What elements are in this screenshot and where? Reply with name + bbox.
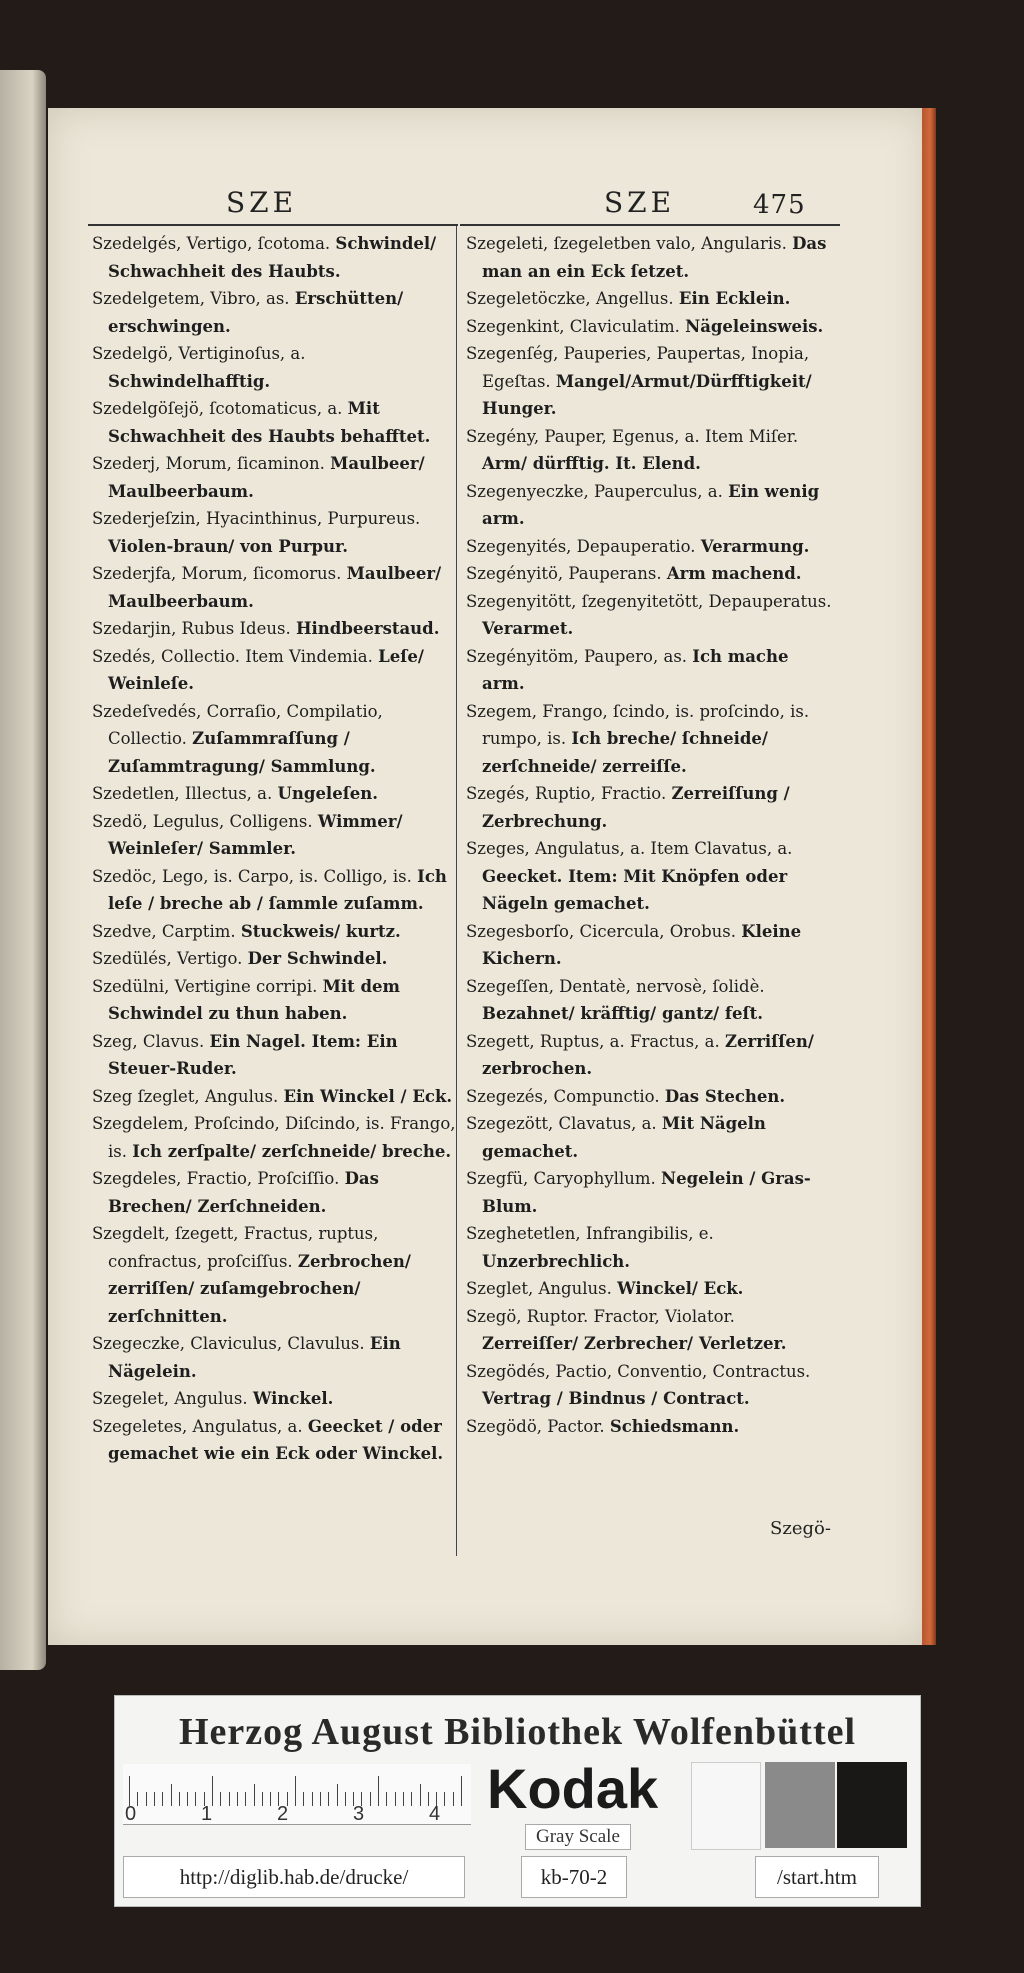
dictionary-entry: [466, 698, 836, 781]
kodak-brand: Kodak: [487, 1757, 659, 1820]
url-right: /start.htm: [755, 1856, 879, 1898]
entry-translation: Winckel.: [252, 1389, 334, 1408]
ruler-number: 4: [429, 1803, 441, 1825]
dictionary-entry: [92, 808, 462, 863]
entry-translation: Arm/ dürfftig. It. Elend.: [482, 454, 701, 473]
dictionary-entry: [466, 533, 836, 561]
entry-headword: Szedeſvedés, Corraſio, Compilatio, Collectio.: [92, 701, 383, 748]
dictionary-entry: [466, 1303, 836, 1358]
entry-headword: Szegenyitött, ſzegenyitetött, Depauperatus.: [466, 591, 832, 611]
ruler-tick: [129, 1776, 130, 1806]
dictionary-entry: [92, 918, 462, 946]
entry-translation: Bezahnet/ kräfftig/ gantz/ feſt.: [482, 1004, 763, 1023]
entry-headword: Szeges, Angulatus, a. Item Clavatus, a.: [466, 839, 793, 858]
entry-translation: Schiedsmann.: [609, 1416, 740, 1436]
entry-translation: Ein wenig arm.: [482, 481, 820, 528]
ruler-tick: [337, 1784, 338, 1806]
entry-headword: Szederj, Morum, ſicaminon.: [92, 454, 325, 473]
ruler-tick: [370, 1792, 371, 1806]
entry-translation: Ich breche/ ſchneide/ zerſchneide/ zerreiſſe.: [482, 729, 768, 776]
entry-translation: Mangel/Armut/Dürfftigkeit/ Hunger.: [482, 371, 812, 418]
entry-headword: Szegö, Ruptor. Fractor, Violator.: [466, 1306, 735, 1326]
ruler-tick: [254, 1784, 255, 1806]
entry-translation: Ein Ecklein.: [678, 289, 791, 308]
entry-translation: Ich mache arm.: [482, 646, 789, 693]
entry-translation: Der Schwindel.: [247, 949, 388, 968]
entry-headword: Szegeczke, Claviculus, Clavulus.: [92, 1334, 365, 1353]
entry-translation: Zerriſſen/ zerbrochen.: [482, 1031, 814, 1078]
entry-headword: Szeg ſzeglet, Angulus.: [92, 1086, 279, 1106]
header-left: SZE: [226, 186, 298, 219]
dictionary-entry: [466, 1275, 836, 1303]
dictionary-entry: [466, 780, 836, 835]
entry-translation: Geecket. Item: Mit Knöpfen oder Nägeln gemachet.: [482, 866, 788, 913]
entry-translation: Mit Nägeln gemachet.: [482, 1114, 766, 1161]
book-page: [48, 108, 928, 1645]
entry-headword: Szegödö, Pactor.: [466, 1416, 605, 1436]
entry-translation: Schwindel/ Schwachheit des Haubts.: [108, 234, 437, 281]
dictionary-entry: [466, 1165, 836, 1220]
entry-headword: Szegdeles, Fractio, Proſciſſio.: [92, 1169, 340, 1188]
dictionary-entry: [92, 643, 462, 698]
header-rule-left: [88, 224, 458, 226]
entry-translation: Stuckweis/ kurtz.: [240, 921, 401, 941]
url-left: http://diglib.hab.de/drucke/: [123, 1856, 465, 1898]
page-header: [48, 186, 928, 226]
entry-headword: Szedelgés, Vertigo, ſcotoma.: [92, 234, 331, 253]
ruler-number: 0: [125, 1803, 137, 1825]
entry-translation: Vertrag / Bindnus / Contract.: [482, 1389, 750, 1408]
ruler-tick: [195, 1792, 196, 1806]
dictionary-entry: [92, 1330, 462, 1385]
entry-translation: Leſe/ Weinleſe.: [108, 646, 424, 693]
entry-headword: Szegelet, Angulus.: [92, 1389, 248, 1408]
ruler-tick: [328, 1792, 329, 1806]
ruler-number: 3: [353, 1803, 365, 1825]
dictionary-entry: [466, 285, 836, 313]
entry-translation: Das Brechen/ Zerſchneiden.: [108, 1169, 379, 1216]
dictionary-entry: [92, 395, 462, 450]
ruler-tick: [386, 1792, 387, 1806]
entry-translation: Ein Winckel / Eck.: [283, 1086, 453, 1106]
entry-headword: Szegeletes, Angulatus, a.: [92, 1416, 303, 1436]
dictionary-entry: [466, 588, 836, 643]
page-edge: [922, 108, 936, 1645]
entry-translation: Das Stechen.: [664, 1086, 786, 1106]
entry-headword: Szegeſſen, Dentatè, nervosè, ſolidè.: [466, 976, 765, 996]
dictionary-entry: [466, 478, 836, 533]
entry-translation: Ungeleſen.: [277, 784, 379, 803]
entry-headword: Szedetlen, Illectus, a.: [92, 784, 273, 803]
right-column: [466, 230, 836, 1440]
entry-headword: Szegödés, Pactio, Conventio, Contractus.: [466, 1361, 811, 1381]
ruler-tick: [411, 1792, 412, 1806]
entry-headword: Szedö, Legulus, Colligens.: [92, 811, 313, 831]
entry-headword: Szegeleti, ſzegeletben valo, Angularis.: [466, 234, 787, 253]
dictionary-entry: [466, 313, 836, 341]
entry-headword: Szegényitö, Pauperans.: [466, 564, 662, 583]
dictionary-entry: [466, 1413, 836, 1441]
ruler-tick: [295, 1776, 296, 1806]
entry-translation: Das man an ein Eck ſetzet.: [482, 234, 827, 281]
ruler-number: 2: [277, 1803, 289, 1825]
entry-headword: Szeghetetlen, Infrangibilis, e.: [466, 1224, 714, 1243]
ruler-tick: [187, 1792, 188, 1806]
dictionary-entry: [92, 1220, 462, 1330]
library-label-card: [114, 1695, 921, 1907]
entry-translation: Ich zerſpalte/ zerſchneide/ breche.: [132, 1141, 452, 1161]
entry-translation: Zerreiſſung / Zerbrechung.: [482, 784, 790, 831]
dictionary-entry: [466, 1110, 836, 1165]
dictionary-entry: [92, 615, 462, 643]
entry-headword: Szegezött, Clavatus, a.: [466, 1114, 657, 1133]
dictionary-entry: [92, 780, 462, 808]
entry-headword: Szegezés, Compunctio.: [466, 1086, 660, 1106]
ruler-tick: [154, 1792, 155, 1806]
ruler-tick: [461, 1776, 462, 1806]
entry-translation: Violen-braun/ von Purpur.: [108, 536, 348, 556]
entry-translation: Maulbeer/ Maulbeerbaum.: [108, 564, 442, 611]
dictionary-entry: [92, 450, 462, 505]
entry-translation: Erschütten/ erschwingen.: [108, 289, 404, 336]
entry-headword: Szederjeſzin, Hyacinthinus, Purpureus.: [92, 509, 421, 528]
entry-translation: Mit Schwachheit des Haubts behafftet.: [108, 399, 431, 446]
entry-headword: Szederjfa, Morum, ſicomorus.: [92, 564, 342, 583]
entry-headword: Szegenſég, Pauperies, Paupertas, Inopia, Egeſtas.: [466, 344, 810, 391]
dictionary-entry: [92, 1028, 462, 1083]
ruler-tick: [179, 1792, 180, 1806]
dictionary-entry: [466, 423, 836, 478]
ruler-tick: [146, 1792, 147, 1806]
ruler-number: 1: [201, 1803, 213, 1825]
left-page-edge: [0, 70, 46, 1670]
entry-translation: Kleine Kichern.: [482, 921, 802, 968]
dictionary-entry: [92, 1413, 462, 1468]
entry-headword: Szegfü, Caryophyllum.: [466, 1169, 656, 1188]
dictionary-entry: [466, 643, 836, 698]
dictionary-entry: [466, 1083, 836, 1111]
dictionary-entry: [466, 340, 836, 423]
ruler-tick: [220, 1792, 221, 1806]
ruler-tick: [212, 1776, 213, 1806]
entry-translation: Zerbrochen/ zerriſſen/ zuſamgebrochen/ zerſchnitten.: [108, 1251, 411, 1326]
entry-headword: Szedülés, Vertigo.: [92, 949, 243, 968]
ruler-tick: [403, 1792, 404, 1806]
scale-ruler: [123, 1764, 471, 1825]
entry-headword: Szedülni, Vertigine corripi.: [92, 976, 318, 996]
dictionary-entry: [92, 1165, 462, 1220]
dictionary-entry: [466, 1028, 836, 1083]
dictionary-entry: [466, 973, 836, 1028]
entry-headword: Szegenyités, Depauperatio.: [466, 536, 696, 556]
dictionary-entry: [92, 505, 462, 560]
ruler-tick: [420, 1784, 421, 1806]
entry-translation: Nägeleinsweis.: [685, 316, 824, 336]
entry-translation: Hindbeerstaud.: [295, 619, 440, 638]
entry-translation: Negelein / Gras-Blum.: [482, 1169, 811, 1216]
entry-headword: Szegényitöm, Paupero, as.: [466, 646, 688, 666]
entry-translation: Geecket / oder gemachet wie ein Eck oder Winckel.: [108, 1416, 444, 1463]
entry-translation: Ein Nagel. Item: Ein Steuer-Ruder.: [108, 1031, 398, 1078]
ruler-tick: [320, 1792, 321, 1806]
dictionary-entry: [92, 1083, 462, 1111]
entry-headword: Szegesborſo, Cicercula, Orobus.: [466, 921, 736, 941]
entry-headword: Szedelgöſejö, ſcotomaticus, a.: [92, 399, 343, 418]
ruler-tick: [171, 1784, 172, 1806]
dictionary-entry: [92, 340, 462, 395]
gray-swatch-black: [837, 1762, 907, 1848]
entry-translation: Schwindelhafftig.: [108, 371, 271, 391]
left-column: [92, 230, 462, 1468]
entry-headword: Szeglet, Angulus.: [466, 1279, 612, 1298]
entry-translation: Verarmung.: [700, 536, 810, 556]
ruler-tick: [229, 1792, 230, 1806]
entry-headword: Szedelgetem, Vibro, as.: [92, 289, 290, 308]
dictionary-entry: [92, 560, 462, 615]
entry-headword: Szedelgö, Vertiginoſus, a.: [92, 344, 306, 363]
gray-scale-label: Gray Scale: [525, 1824, 631, 1850]
ruler-tick: [395, 1792, 396, 1806]
gray-swatch-mid: [765, 1762, 835, 1848]
entry-translation: Wimmer/ Weinleſer/ Sammler.: [108, 811, 403, 858]
ruler-tick: [303, 1792, 304, 1806]
ruler-tick: [453, 1792, 454, 1806]
entry-headword: Szegény, Pauper, Egenus, a. Item Miſer.: [466, 426, 799, 446]
entry-headword: Szegdelem, Proſcindo, Diſcindo, is. Frango, is.: [92, 1114, 456, 1161]
entry-headword: Szegem, Frango, ſcindo, is. proſcindo, is. rumpo, is.: [466, 701, 810, 748]
dictionary-entry: [92, 1110, 462, 1165]
dictionary-entry: [92, 973, 462, 1028]
page-number: 475: [753, 190, 806, 220]
dictionary-entry: [466, 1358, 836, 1413]
dictionary-entry: [92, 230, 462, 285]
dictionary-entry: [466, 835, 836, 918]
ruler-tick: [162, 1792, 163, 1806]
entry-headword: Szedöc, Lego, is. Carpo, is. Colligo, is.: [92, 866, 412, 886]
entry-headword: Szedés, Collectio. Item Vindemia.: [92, 646, 373, 666]
header-right: SZE: [604, 186, 676, 219]
entry-headword: Szedve, Carptim.: [92, 921, 236, 941]
entry-headword: Szegdelt, ſzegett, Fractus, ruptus, confractus, proſciſſus.: [92, 1224, 379, 1271]
entry-translation: Maulbeer/ Maulbeerbaum.: [108, 454, 425, 501]
entry-headword: Szeg, Clavus.: [92, 1031, 205, 1051]
dictionary-entry: [466, 560, 836, 588]
entry-headword: Szegett, Ruptus, a. Fractus, a.: [466, 1031, 720, 1051]
entry-translation: Zerreiſſer/ Zerbrecher/ Verletzer.: [482, 1334, 787, 1353]
header-rule-right: [460, 224, 840, 226]
entry-translation: Mit dem Schwindel zu thun haben.: [108, 976, 401, 1023]
dictionary-entry: [92, 863, 462, 918]
ruler-tick: [237, 1792, 238, 1806]
ruler-tick: [245, 1792, 246, 1806]
library-name: Herzog August Bibliothek Wolfenbüttel: [178, 1711, 857, 1753]
ruler-tick: [345, 1792, 346, 1806]
entry-headword: Szedarjin, Rubus Ideus.: [92, 619, 291, 638]
dictionary-entry: [466, 918, 836, 973]
ruler-tick: [312, 1792, 313, 1806]
entry-headword: Szegés, Ruptio, Fractio.: [466, 784, 667, 803]
entry-headword: Szegenyeczke, Pauperculus, a.: [466, 481, 723, 501]
ruler-tick: [444, 1792, 445, 1806]
ruler-tick: [262, 1792, 263, 1806]
entry-translation: Ich leſe / breche ab / ſammle zuſamm.: [108, 866, 447, 913]
entry-headword: Szegenkint, Claviculatim.: [466, 316, 680, 336]
catchword: Szegö-: [770, 1518, 831, 1539]
column-divider: [456, 226, 457, 1556]
url-id: kb-70-2: [521, 1856, 627, 1898]
entry-translation: Verarmet.: [482, 619, 574, 638]
ruler-tick: [137, 1792, 138, 1806]
entry-translation: Arm machend.: [666, 564, 802, 583]
ruler-tick: [378, 1776, 379, 1806]
dictionary-entry: [466, 230, 836, 285]
dictionary-entry: [92, 945, 462, 973]
dictionary-entry: [466, 1220, 836, 1275]
entry-headword: Szegeletöczke, Angellus.: [466, 289, 674, 308]
entry-translation: Ein Nägelein.: [108, 1334, 401, 1381]
dictionary-entry: [92, 285, 462, 340]
entry-translation: Unzerbrechlich.: [482, 1251, 631, 1271]
dictionary-entry: [92, 1385, 462, 1413]
gray-swatch-white: [691, 1762, 761, 1850]
dictionary-entry: [92, 698, 462, 781]
entry-translation: Zuſammraſſung / Zuſammtragung/ Sammlung.: [108, 729, 376, 776]
ruler-tick: [270, 1792, 271, 1806]
entry-translation: Winckel/ Eck.: [617, 1279, 744, 1298]
